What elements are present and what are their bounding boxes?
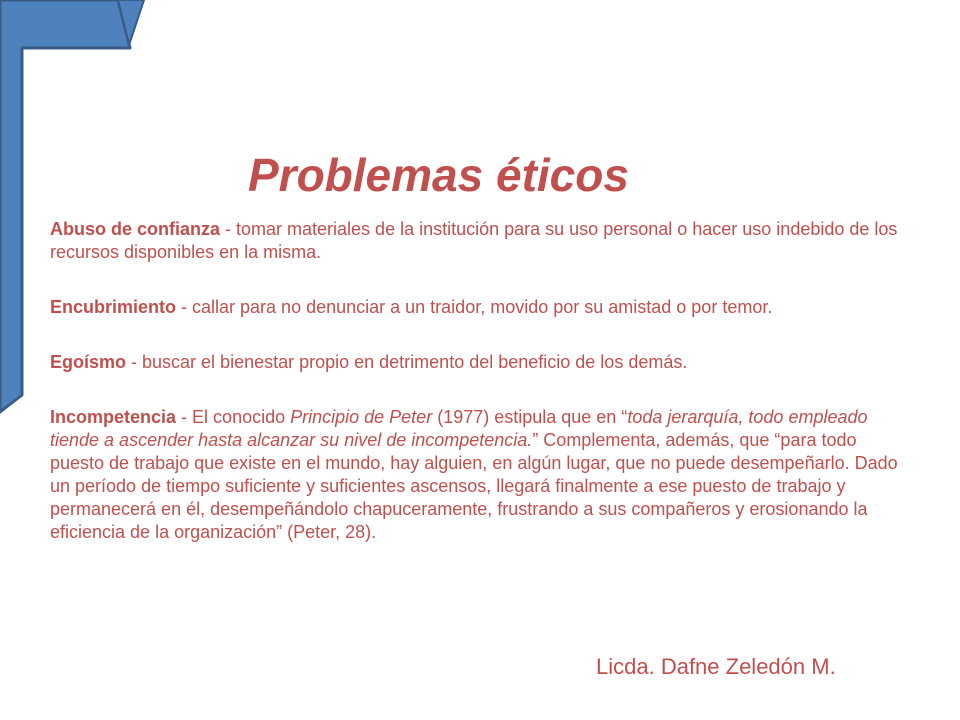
item-description-year: (1977) estipula que en “ bbox=[432, 407, 628, 427]
principio-de-peter-reference: Principio de Peter bbox=[290, 407, 433, 427]
item-term: Incompetencia bbox=[50, 407, 177, 427]
item-egoismo bbox=[50, 351, 910, 374]
item-description: callar para no denunciar a un traidor, movido por su amistad o por temor. bbox=[192, 297, 773, 317]
item-description-intro: El conocido bbox=[192, 407, 291, 427]
item-description: tomar materiales de la institución para su uso personal o hacer uso indebido de los recursos disponibles en la misma. bbox=[50, 219, 898, 262]
item-separator: - bbox=[220, 219, 237, 239]
item-term: Egoísmo bbox=[50, 352, 127, 372]
item-term: Encubrimiento bbox=[50, 297, 177, 317]
item-term: Abuso de confianza bbox=[50, 219, 221, 239]
item-separator: - bbox=[176, 407, 193, 427]
slide-title: Problemas éticos bbox=[248, 149, 629, 201]
item-abuso-de-confianza bbox=[50, 218, 910, 264]
author-signature: Licda. Dafne Zeledón M. bbox=[596, 654, 836, 679]
item-description: buscar el bienestar propio en detrimento del beneficio de los demás. bbox=[142, 352, 688, 372]
item-description-rest: ” Complementa, además, que “para todo puesto de trabajo que existe en el mundo, hay alguien, en algún lugar, que no puede desempeñarlo. Dado un período de tiempo suficiente y suficientes ascensos, llegará finalmente a ese puesto de trabajo y permanecerá en él, desempeñándolo chapuceramente, frustrando a sus compañeros y erosionando la eficiencia de la organización” (Peter, 28). bbox=[50, 430, 898, 542]
content-body bbox=[50, 218, 910, 576]
item-separator: - bbox=[176, 297, 193, 317]
peter-principle-quote: toda jerarquía, todo empleado tiende a ascender hasta alcanzar su nivel de incompetencia. bbox=[50, 407, 868, 450]
item-incompetencia bbox=[50, 406, 910, 544]
item-encubrimiento bbox=[50, 296, 910, 319]
item-separator: - bbox=[126, 352, 143, 372]
